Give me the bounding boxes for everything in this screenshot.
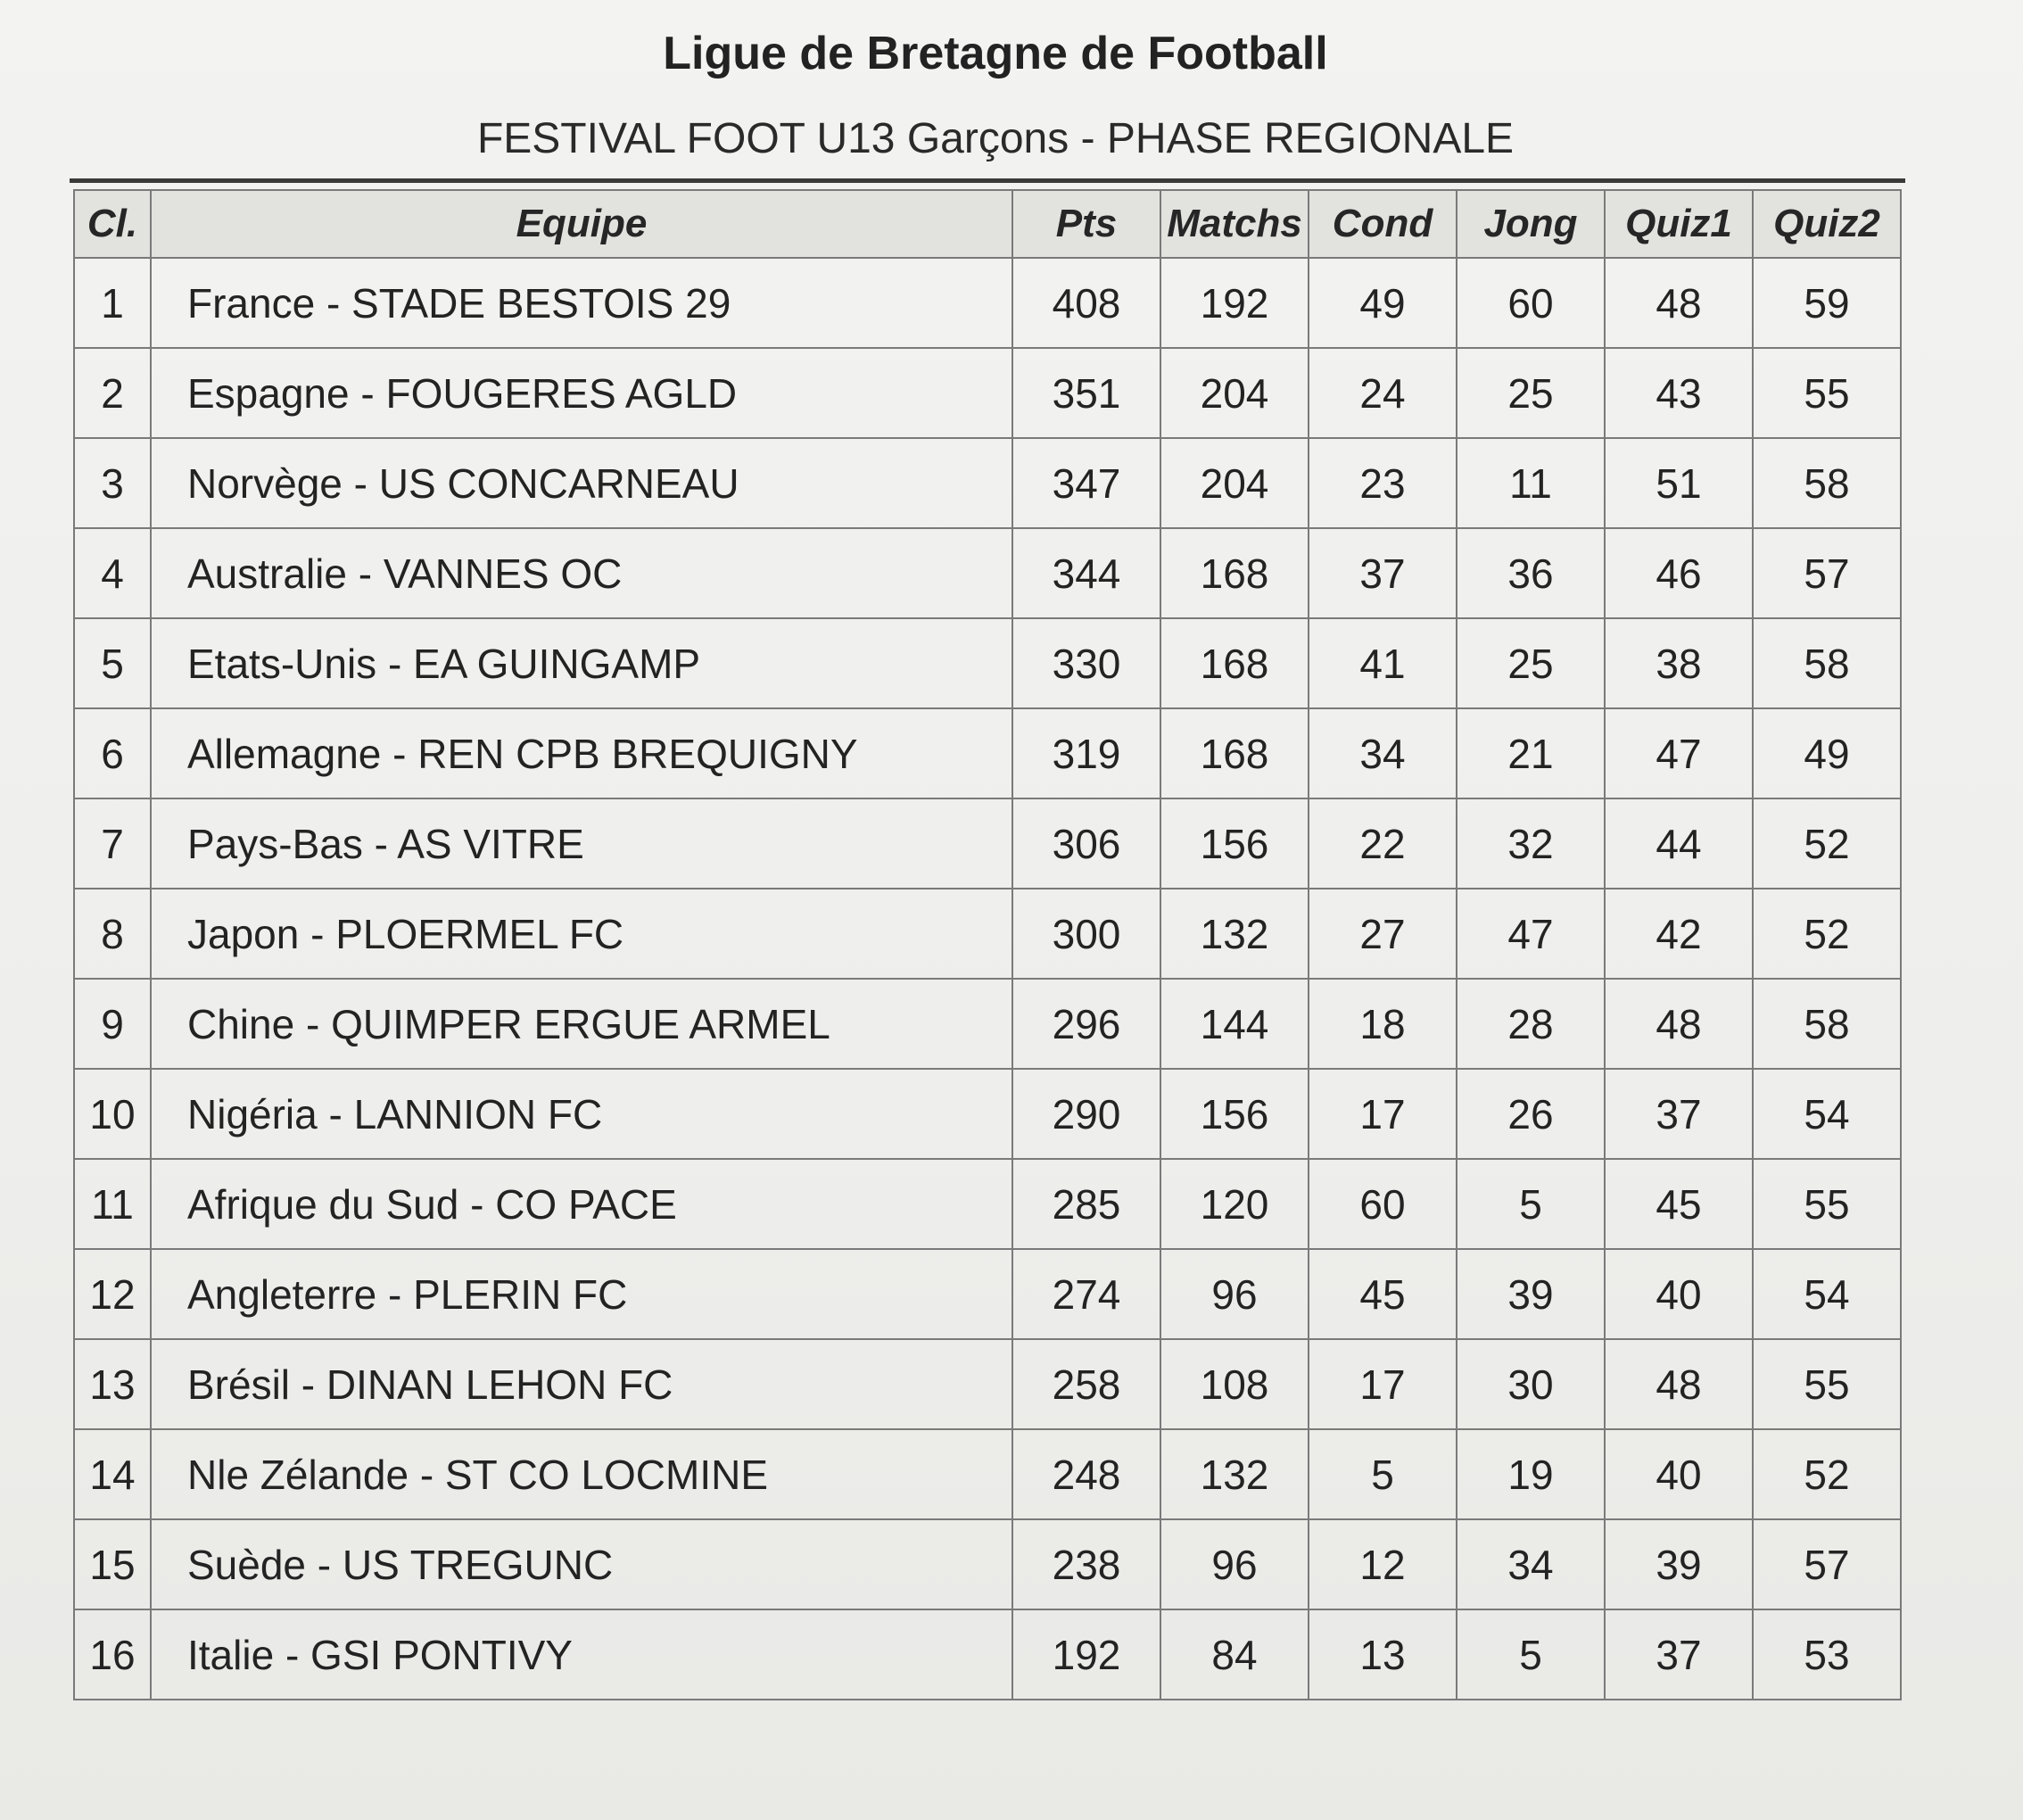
- table-row: [74, 348, 1901, 438]
- cell-matchs: 204: [1160, 348, 1309, 438]
- table-row: [74, 1609, 1901, 1700]
- cell-pts: 296: [1012, 979, 1160, 1069]
- cell-cond: 17: [1309, 1339, 1457, 1429]
- cell-team: Italie - GSI PONTIVY: [151, 1609, 1012, 1700]
- table-row: [74, 618, 1901, 708]
- cell-quiz2: 58: [1753, 979, 1901, 1069]
- cell-rank: 1: [74, 258, 151, 348]
- cell-pts: 300: [1012, 889, 1160, 979]
- cell-matchs: 96: [1160, 1249, 1309, 1339]
- cell-cond: 5: [1309, 1429, 1457, 1519]
- cell-matchs: 144: [1160, 979, 1309, 1069]
- cell-team: Allemagne - REN CPB BREQUIGNY: [151, 708, 1012, 798]
- cell-rank: 10: [74, 1069, 151, 1159]
- cell-rank: 2: [74, 348, 151, 438]
- cell-jong: 19: [1457, 1429, 1605, 1519]
- cell-rank: 11: [74, 1159, 151, 1249]
- cell-cond: 22: [1309, 798, 1457, 889]
- table-row: [74, 1339, 1901, 1429]
- cell-team: Angleterre - PLERIN FC: [151, 1249, 1012, 1339]
- cell-jong: 60: [1457, 258, 1605, 348]
- cell-jong: 32: [1457, 798, 1605, 889]
- cell-cond: 18: [1309, 979, 1457, 1069]
- cell-quiz2: 59: [1753, 258, 1901, 348]
- cell-team: Espagne - FOUGERES AGLD: [151, 348, 1012, 438]
- cell-pts: 258: [1012, 1339, 1160, 1429]
- cell-matchs: 156: [1160, 1069, 1309, 1159]
- column-header-matchs: Matchs: [1160, 190, 1309, 258]
- cell-rank: 15: [74, 1519, 151, 1609]
- cell-team: Nigéria - LANNION FC: [151, 1069, 1012, 1159]
- cell-quiz2: 54: [1753, 1249, 1901, 1339]
- cell-quiz1: 38: [1605, 618, 1753, 708]
- cell-jong: 26: [1457, 1069, 1605, 1159]
- column-header-rank: Cl.: [74, 190, 151, 258]
- cell-jong: 28: [1457, 979, 1605, 1069]
- cell-pts: 408: [1012, 258, 1160, 348]
- cell-quiz1: 45: [1605, 1159, 1753, 1249]
- cell-jong: 25: [1457, 348, 1605, 438]
- column-header-team: Equipe: [151, 190, 1012, 258]
- cell-cond: 17: [1309, 1069, 1457, 1159]
- cell-matchs: 84: [1160, 1609, 1309, 1700]
- cell-team: Norvège - US CONCARNEAU: [151, 438, 1012, 528]
- cell-pts: 330: [1012, 618, 1160, 708]
- cell-pts: 248: [1012, 1429, 1160, 1519]
- cell-matchs: 204: [1160, 438, 1309, 528]
- cell-jong: 21: [1457, 708, 1605, 798]
- cell-quiz2: 52: [1753, 889, 1901, 979]
- cell-pts: 290: [1012, 1069, 1160, 1159]
- table-row: [74, 1519, 1901, 1609]
- cell-rank: 16: [74, 1609, 151, 1700]
- cell-cond: 34: [1309, 708, 1457, 798]
- cell-rank: 14: [74, 1429, 151, 1519]
- cell-quiz2: 58: [1753, 618, 1901, 708]
- cell-quiz1: 44: [1605, 798, 1753, 889]
- cell-jong: 5: [1457, 1159, 1605, 1249]
- cell-pts: 319: [1012, 708, 1160, 798]
- cell-team: Japon - PLOERMEL FC: [151, 889, 1012, 979]
- table-row: [74, 889, 1901, 979]
- header-rule: [70, 178, 1905, 183]
- cell-jong: 36: [1457, 528, 1605, 618]
- cell-quiz1: 42: [1605, 889, 1753, 979]
- cell-jong: 47: [1457, 889, 1605, 979]
- cell-quiz2: 58: [1753, 438, 1901, 528]
- cell-cond: 45: [1309, 1249, 1457, 1339]
- cell-quiz1: 40: [1605, 1249, 1753, 1339]
- table-row: [74, 979, 1901, 1069]
- table-row: [74, 438, 1901, 528]
- cell-pts: 285: [1012, 1159, 1160, 1249]
- table-row: [74, 708, 1901, 798]
- cell-quiz2: 49: [1753, 708, 1901, 798]
- cell-quiz2: 57: [1753, 528, 1901, 618]
- cell-quiz1: 40: [1605, 1429, 1753, 1519]
- cell-rank: 8: [74, 889, 151, 979]
- cell-quiz1: 43: [1605, 348, 1753, 438]
- cell-quiz1: 37: [1605, 1069, 1753, 1159]
- cell-cond: 49: [1309, 258, 1457, 348]
- cell-cond: 41: [1309, 618, 1457, 708]
- cell-team: France - STADE BESTOIS 29: [151, 258, 1012, 348]
- cell-quiz2: 52: [1753, 798, 1901, 889]
- cell-jong: 30: [1457, 1339, 1605, 1429]
- column-header-pts: Pts: [1012, 190, 1160, 258]
- cell-jong: 39: [1457, 1249, 1605, 1339]
- cell-quiz1: 39: [1605, 1519, 1753, 1609]
- cell-pts: 351: [1012, 348, 1160, 438]
- cell-quiz1: 37: [1605, 1609, 1753, 1700]
- cell-quiz2: 55: [1753, 348, 1901, 438]
- cell-quiz2: 52: [1753, 1429, 1901, 1519]
- cell-quiz1: 51: [1605, 438, 1753, 528]
- page-title: Ligue de Bretagne de Football: [663, 28, 1328, 79]
- cell-jong: 25: [1457, 618, 1605, 708]
- cell-team: Etats-Unis - EA GUINGAMP: [151, 618, 1012, 708]
- cell-team: Nle Zélande - ST CO LOCMINE: [151, 1429, 1012, 1519]
- cell-cond: 27: [1309, 889, 1457, 979]
- cell-cond: 24: [1309, 348, 1457, 438]
- cell-pts: 274: [1012, 1249, 1160, 1339]
- cell-quiz2: 55: [1753, 1159, 1901, 1249]
- cell-cond: 23: [1309, 438, 1457, 528]
- table-row: [74, 1159, 1901, 1249]
- cell-matchs: 192: [1160, 258, 1309, 348]
- cell-team: Chine - QUIMPER ERGUE ARMEL: [151, 979, 1012, 1069]
- table-row: [74, 1069, 1901, 1159]
- cell-quiz2: 53: [1753, 1609, 1901, 1700]
- cell-rank: 9: [74, 979, 151, 1069]
- cell-matchs: 132: [1160, 1429, 1309, 1519]
- cell-quiz2: 57: [1753, 1519, 1901, 1609]
- cell-quiz1: 47: [1605, 708, 1753, 798]
- column-header-cond: Cond: [1309, 190, 1457, 258]
- cell-team: Brésil - DINAN LEHON FC: [151, 1339, 1012, 1429]
- cell-quiz1: 48: [1605, 1339, 1753, 1429]
- cell-matchs: 108: [1160, 1339, 1309, 1429]
- cell-rank: 7: [74, 798, 151, 889]
- cell-quiz1: 48: [1605, 979, 1753, 1069]
- cell-matchs: 168: [1160, 618, 1309, 708]
- cell-pts: 238: [1012, 1519, 1160, 1609]
- cell-cond: 12: [1309, 1519, 1457, 1609]
- cell-rank: 5: [74, 618, 151, 708]
- standings-table: [73, 189, 1902, 1700]
- cell-rank: 13: [74, 1339, 151, 1429]
- column-header-quiz1: Quiz1: [1605, 190, 1753, 258]
- cell-cond: 37: [1309, 528, 1457, 618]
- cell-rank: 4: [74, 528, 151, 618]
- column-header-jong: Jong: [1457, 190, 1605, 258]
- cell-cond: 60: [1309, 1159, 1457, 1249]
- cell-team: Australie - VANNES OC: [151, 528, 1012, 618]
- table-header-row: [74, 190, 1901, 258]
- table-row: [74, 798, 1901, 889]
- table-row: [74, 528, 1901, 618]
- cell-team: Suède - US TREGUNC: [151, 1519, 1012, 1609]
- cell-matchs: 132: [1160, 889, 1309, 979]
- cell-quiz2: 55: [1753, 1339, 1901, 1429]
- cell-matchs: 120: [1160, 1159, 1309, 1249]
- cell-pts: 192: [1012, 1609, 1160, 1700]
- cell-jong: 5: [1457, 1609, 1605, 1700]
- cell-quiz1: 46: [1605, 528, 1753, 618]
- cell-quiz2: 54: [1753, 1069, 1901, 1159]
- cell-rank: 3: [74, 438, 151, 528]
- page-subtitle: FESTIVAL FOOT U13 Garçons - PHASE REGIONALE: [476, 115, 1515, 162]
- cell-matchs: 168: [1160, 708, 1309, 798]
- cell-team: Pays-Bas - AS VITRE: [151, 798, 1012, 889]
- cell-quiz1: 48: [1605, 258, 1753, 348]
- table-row: [74, 258, 1901, 348]
- standings-body: [74, 258, 1901, 1700]
- cell-jong: 34: [1457, 1519, 1605, 1609]
- cell-rank: 6: [74, 708, 151, 798]
- cell-pts: 306: [1012, 798, 1160, 889]
- cell-cond: 13: [1309, 1609, 1457, 1700]
- cell-pts: 347: [1012, 438, 1160, 528]
- cell-pts: 344: [1012, 528, 1160, 618]
- cell-rank: 12: [74, 1249, 151, 1339]
- cell-matchs: 96: [1160, 1519, 1309, 1609]
- cell-team: Afrique du Sud - CO PACE: [151, 1159, 1012, 1249]
- cell-jong: 11: [1457, 438, 1605, 528]
- cell-matchs: 168: [1160, 528, 1309, 618]
- table-row: [74, 1429, 1901, 1519]
- table-row: [74, 1249, 1901, 1339]
- column-header-quiz2: Quiz2: [1753, 190, 1901, 258]
- cell-matchs: 156: [1160, 798, 1309, 889]
